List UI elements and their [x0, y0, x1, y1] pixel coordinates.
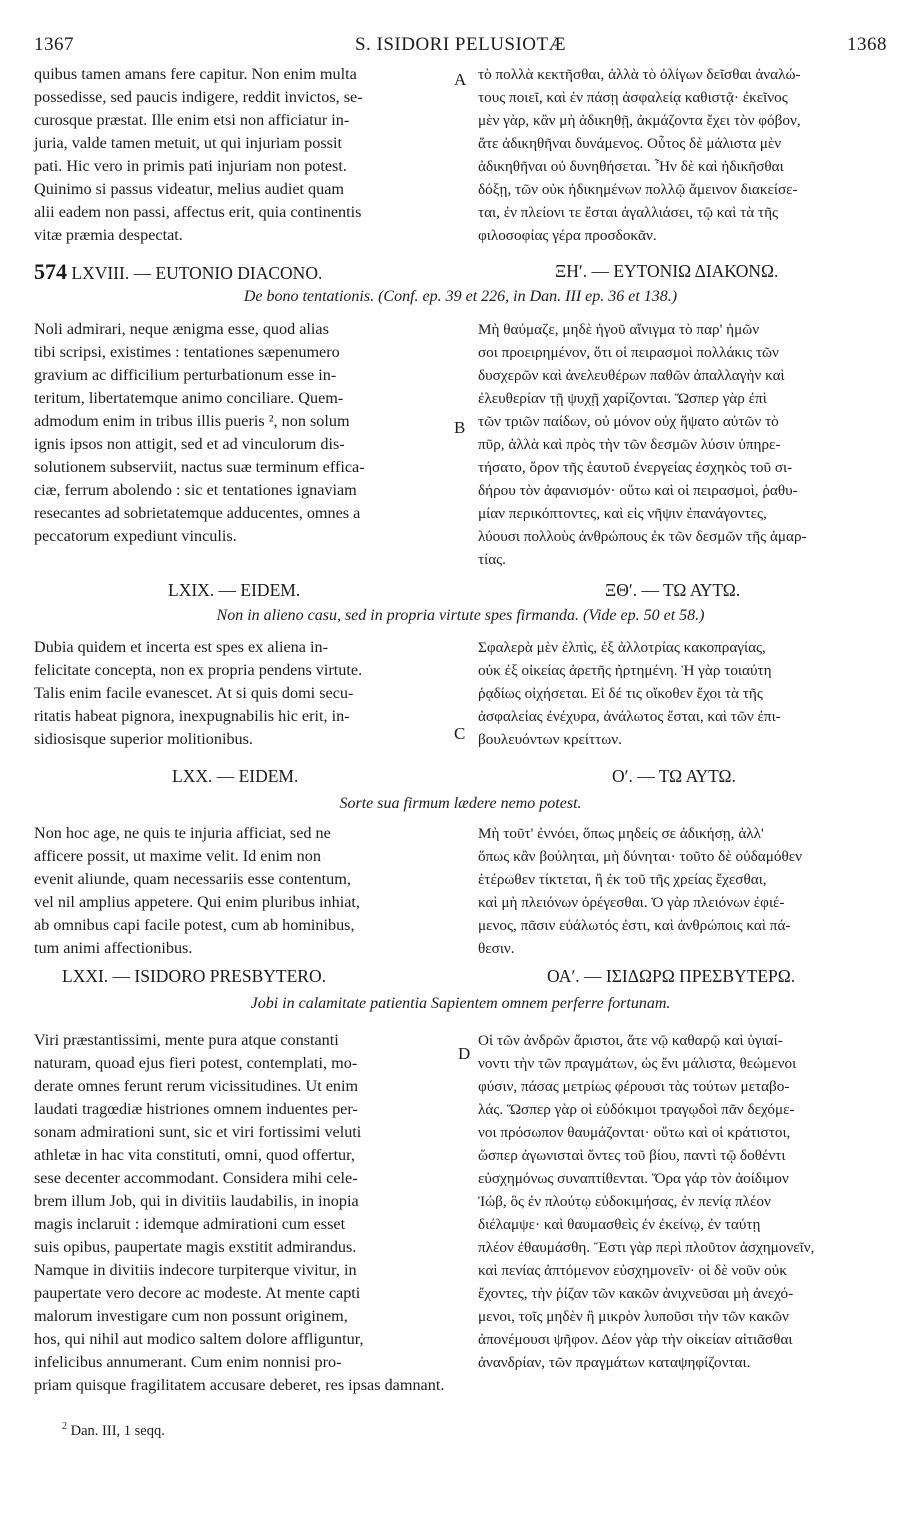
text-line: διέλαμψε· καὶ θαυμασθεὶς ἐν ἐκείνῳ, ἐν ταύτῃ [478, 1216, 761, 1233]
latin-column [34, 822, 360, 960]
text-line: Viri præstantissimi, mente pura atque constanti [34, 1031, 339, 1049]
text-line: πῦρ, ἀλλὰ καὶ πρὸς τὴν τῶν δεσμῶν λύσιν ὑπηρε- [478, 436, 781, 453]
text-line: λύουσι πολλοὺς ἀνθρώπους ἐκ τῶν δεσμῶν τῆς ἁμαρ- [478, 528, 807, 545]
text-line: Quinimo si passus videatur, melius audiet quam [34, 180, 345, 198]
text-line: οὐκ ἐξ οἰκείας ἀρετῆς ἠρτημένη. Ἡ γὰρ τοιαύτη [478, 662, 772, 679]
text-line: Ἰώβ, ὃς ἐν πλούτῳ εὐδοκιμήσας, ἐν πενίᾳ πλέον [478, 1193, 771, 1210]
text-line: magis inclaruit : idemque admirationi cum esset [34, 1215, 346, 1233]
text-line: brem illum Job, qui in divitiis laudabilis, in inopia [34, 1192, 359, 1210]
text-line: sidiosisque superior molitionibus. [34, 730, 253, 748]
text-line: Μὴ τοῦτ' ἐννόει, ὅπως μηδείς σε ἀδικήσῃ, ἀλλ' [478, 825, 764, 842]
text-line: teritum, libertatemque animo conciliare. Quem- [34, 389, 344, 407]
text-line: Non hoc age, ne quis te injuria afficiat, sed ne [34, 824, 331, 842]
letter-title-greek: ΞΗʹ. — ΕΥΤΟΝΙΩ ΔΙΑΚΟΝΩ. [555, 261, 779, 281]
letter-summary: Non in alieno casu, sed in propria virtute spes firmanda. (Vide ep. 50 et 58.) [216, 607, 705, 624]
latin-column [34, 1029, 444, 1397]
text-line: sonam admirationi sunt, sic et viri fortissimi veluti [34, 1123, 362, 1141]
text-line: vel nil amplius appetere. Qui enim pluribus inhiat, [34, 893, 360, 911]
margin-letter: C [454, 724, 466, 743]
text-line: τὸ πολλὰ κεκτῆσθαι, ἀλλὰ τὸ ὀλίγων δεῖσθαι ἀναλώ- [478, 66, 801, 83]
text-line: ὥσπερ ἀγωνισταὶ ὄντες τοῦ βίου, παντὶ τῷ δοθέντι [478, 1147, 786, 1164]
letter-summary: De bono tentationis. (Conf. ep. 39 et 226, in Dan. III ep. 36 et 138.) [243, 288, 678, 305]
text-line: τήσατο, ὅρον τῆς ἑαυτοῦ ἐνεργείας ἐσχηκὸς τοῦ σι- [478, 459, 793, 476]
footnote-text: Dan. III, 1 seqq. [70, 1422, 165, 1439]
text-line: ῥᾳδίως οἰχήσεται. Εἰ δέ τις οἴκοθεν ἔχοι τὰ τῆς [478, 685, 763, 702]
text-line: βουλευόντων κρείττων. [478, 731, 622, 748]
latin-column [34, 318, 365, 548]
text-line: gravium ac difficilium perturbationum esse in- [34, 366, 337, 384]
letter-title-greek: ΟΑʹ. — ΙΣΙΔΩΡΩ ΠΡΕΣΒΥΤΕΡΩ. [547, 966, 796, 986]
text-line: Σφαλερὰ μὲν ἐλπὶς, ἐξ ἀλλοτρίας κακοπραγίας, [478, 639, 766, 656]
text-line: ὅπως κἂν βούληται, μὴ δύνηται· τοῦτο δὲ οὐδαμόθεν [478, 848, 802, 865]
text-line: athletæ in hac vita constituti, omni, quod offertur, [34, 1146, 355, 1164]
greek-column-continuation [478, 63, 801, 247]
letter-title-latin [34, 259, 322, 285]
letter-title-latin: LXXI. — ISIDORO PRESBYTERO. [62, 966, 326, 986]
letter-title-greek: ΞΘʹ. — ΤΩ ΑΥΤΩ. [605, 580, 741, 600]
text-line: φιλοσοφίας γέρα προσδοκᾶν. [478, 227, 657, 244]
running-title: S. ISIDORI PELUSIOTÆ [354, 34, 567, 55]
greek-column [478, 318, 807, 571]
text-line: malorum investigare cum non possunt originem, [34, 1307, 348, 1325]
text-line: ἀδικηθῆναι οὐ δυνηθήσεται. Ἦν δὲ καὶ ἠδικῆσθαι [478, 158, 784, 175]
text-line: ἅτε ἀδικηθῆναι δυνάμενος. Οὗτος δὲ μάλιστα μὲν [478, 135, 782, 152]
text-line: juria, valde tamen metuit, ut qui injuriam possit [34, 134, 342, 152]
text-line: σοι προειρημένον, ὅτι οἱ πειρασμοὶ πολλάκις τῶν [478, 344, 779, 361]
text-line: admodum enim in tribus illis pueris ², non solum [34, 412, 350, 430]
text-line: μίαν περικόπτοντες, καὶ εἰς νῆψιν ἐπανάγοντες, [478, 505, 767, 522]
text-line: μενος, πᾶσιν εὐάλωτός ἐστι, καὶ ἀνθρώποις καὶ πά- [478, 917, 791, 934]
text-line: priam quisque fragilitatem accusare deberet, res ipsas damnant. [34, 1376, 445, 1394]
text-line: ἔχοντες, τὴν ῥίζαν τῶν κακῶν ἀνιχνεῦσαι μὴ ἀνεχό- [478, 1285, 794, 1302]
latin-column [34, 636, 362, 751]
letter-title-greek: Οʹ. — ΤΩ ΑΥΤΩ. [612, 766, 736, 786]
text-line: λάς. Ὥσπερ γὰρ οἱ εὐδόκιμοι τραγῳδοὶ πᾶν δεχόμε- [478, 1101, 795, 1118]
text-line: vitæ præmia despectat. [34, 226, 183, 244]
text-line: evenit aliunde, quam necessariis esse contentum, [34, 870, 351, 888]
text-line: δόξῃ, τῶν οὐκ ἠδικημένων πολλῷ ἄμεινον διακείσε- [478, 181, 798, 198]
text-line: resecantes ad sobrietatemque adducentes, omnes a [34, 504, 361, 522]
text-line: alii eadem non passi, affectus erit, quia continentis [34, 203, 362, 221]
text-line: φύσιν, πάσας μετρίως φέρουσι τὰς τούτων μεταβο- [478, 1078, 790, 1095]
text-line: paupertate vero decore ac modeste. At mente capti [34, 1284, 361, 1302]
text-line: μενοι, τοῖς μηδὲν ἢ μικρὸν λυποῦσι τὴν τῶν κακῶν [478, 1308, 789, 1325]
text-line: Talis enim facile evanescet. At si quis domi secu- [34, 684, 354, 702]
text-line: νοι πρόσωπον θαυμάζονται· οὕτω καὶ οἱ κράτιστοι, [478, 1124, 791, 1141]
greek-column [478, 1029, 814, 1374]
text-line: felicitate concepta, non ex propria pendens virtute. [34, 661, 363, 679]
text-line: naturam, quoad ejus fieri potest, contemplati, mo- [34, 1054, 358, 1072]
text-line: νοντι τὴν τῶν πραγμάτων, ὡς ἔνι μάλιστα, θεώμενοι [478, 1055, 797, 1072]
text-line: curosque præstat. Ille enim etsi non afficiatur in- [34, 111, 350, 129]
text-line: ἐλευθερίαν τῇ ψυχῇ χαρίζονται. Ὥσπερ γὰρ ἐπὶ [478, 390, 767, 407]
text-line: ritatis habeat pignora, inexpugnabilis hic erit, in- [34, 707, 350, 725]
text-line: ignis ipsos non attigit, sed et ad vinculorum dis- [34, 435, 345, 453]
margin-letter: A [454, 70, 467, 89]
text-line: ciæ, ferrum abolendo : sic et tentationes ignaviam [34, 481, 357, 499]
text-line: solutionem subserviit, nactus suæ terminum effica- [34, 458, 365, 476]
text-line: laudati tragœdiæ histriones omnem induentes per- [34, 1100, 358, 1118]
text-line: Noli admirari, neque ænigma esse, quod alias [34, 320, 329, 338]
letter-summary: Jobi in calamitate patientia Sapientem omnem perferre fortunam. [250, 995, 671, 1012]
text-line: εὐσχημόνως συναπτίθενται. Ὅρα γάρ τὸν ἀοίδιμον [478, 1170, 789, 1187]
text-line: ται, ἐν πλείονι τε ἔσται ἀγαλλιάσει, τῷ καὶ τὰ τῆς [478, 204, 779, 221]
text-line: ἀνανδρίαν, τῶν πραγμάτων καταψηφίζονται. [478, 1354, 751, 1371]
letter-heading: LXVIII. — EUTONIO DIACONO. [71, 263, 323, 283]
margin-letter: D [458, 1044, 471, 1063]
text-line: πλέον ἐθαυμάσθη. Ἔστι γὰρ περὶ πλοῦτον ἀσχημονεῖν, [478, 1239, 815, 1256]
text-line: pati. Hic vero in primis pati injuriam non potest. [34, 157, 347, 175]
text-line: Μὴ θαύμαζε, μηδὲ ἡγοῦ αἴνιγμα τὸ παρ' ἡμῶν [478, 321, 760, 338]
text-line: Namque in divitiis indecore turpiterque vivitur, in [34, 1261, 357, 1279]
letter-title-latin: LXX. — EIDEM. [172, 766, 299, 786]
margin-letter: B [454, 418, 466, 437]
text-line: ab omnibus capi facile potest, cum ab hominibus, [34, 916, 355, 934]
footnote [62, 1421, 165, 1440]
page-number-right: 1368 [847, 34, 887, 55]
text-line: τῶν τριῶν παίδων, οὐ μόνον οὐχ ἥψατο αὐτῶν τὸ [478, 413, 779, 430]
text-line: sese decenter accommodant. Considera mihi cele- [34, 1169, 358, 1187]
letter-title-latin: LXIX. — EIDEM. [168, 580, 301, 600]
text-line: infelicibus annumerant. Cum enim nonnisi pro- [34, 1353, 342, 1371]
text-line: ἀπονέμουσι ψῆφον. Δέον γὰρ τὴν οἰκείαν αἰτιᾶσθαι [478, 1331, 793, 1348]
text-line: hos, qui nihil aut modico saltem dolore affliguntur, [34, 1330, 364, 1348]
text-line: possedisse, sed paucis indigere, reddit invictos, se- [34, 88, 363, 106]
text-line: ἑτέρωθεν τίκτεται, ἢ ἐκ τοῦ τῆς χρείας ἔχεσθαι, [478, 871, 767, 888]
text-line: suis opibus, paupertate magis exstitit admirandus. [34, 1238, 357, 1256]
text-line: θεσιν. [478, 940, 515, 957]
text-line: tibi scripsi, existimes : tentationes sæpenumero [34, 343, 340, 361]
text-line: tum animi affectionibus. [34, 939, 193, 957]
letter-summary: Sorte sua firmum lædere nemo potest. [339, 795, 582, 812]
text-line: τους ποιεῖ, καὶ ἐν πάσῃ ἀσφαλείᾳ καθιστᾷ· ἐκεῖνος [478, 89, 788, 106]
latin-column-continuation [34, 63, 363, 247]
text-line: Οἱ τῶν ἀνδρῶν ἄριστοι, ἅτε νῷ καθαρῷ καὶ ὑγιαί- [478, 1032, 783, 1049]
text-line: δυσχερῶν καὶ ἀνελευθέρων παθῶν ἀπαλλαγὴν καὶ [478, 367, 785, 384]
text-line: δήρου τὸν ἀφανισμόν· οὕτω καὶ οἱ πειρασμοὶ, ῥαθυ- [478, 482, 798, 499]
text-line: peccatorum expediunt vinculis. [34, 527, 237, 545]
column-number: 574 [34, 259, 67, 284]
text-line: ἀσφαλείας ἐνέχυρα, ἀνάλωτος ἔσται, καὶ τῶν ἐπι- [478, 708, 781, 725]
text-line: καὶ μὴ πλειόνων ὀρέγεσθαι. Ὁ γὰρ πλειόνων ἐφιέ- [478, 894, 785, 911]
text-line: quibus tamen amans fere capitur. Non enim multa [34, 65, 357, 83]
text-line: afficere possit, ut maxime velit. Id enim non [34, 847, 321, 865]
page-number-left: 1367 [34, 34, 74, 55]
greek-column [478, 636, 781, 751]
greek-column [478, 822, 802, 960]
text-line: μὲν γὰρ, κἂν μὴ ἀδικηθῇ, ἀκμάζοντα ἔχει τὸν φόβον, [478, 112, 801, 129]
footnote-mark: 2 [62, 1421, 67, 1432]
text-line: καὶ πενίας ἀπτόμενον εὐσχημονεῖν· οἱ δὲ νοῦν οὐκ [478, 1262, 787, 1279]
text-line: τίας. [478, 551, 506, 568]
text-line: derate omnes ferunt rerum vicissitudines. Ut enim [34, 1077, 359, 1095]
text-line: Dubia quidem et incerta est spes ex aliena in- [34, 638, 328, 656]
